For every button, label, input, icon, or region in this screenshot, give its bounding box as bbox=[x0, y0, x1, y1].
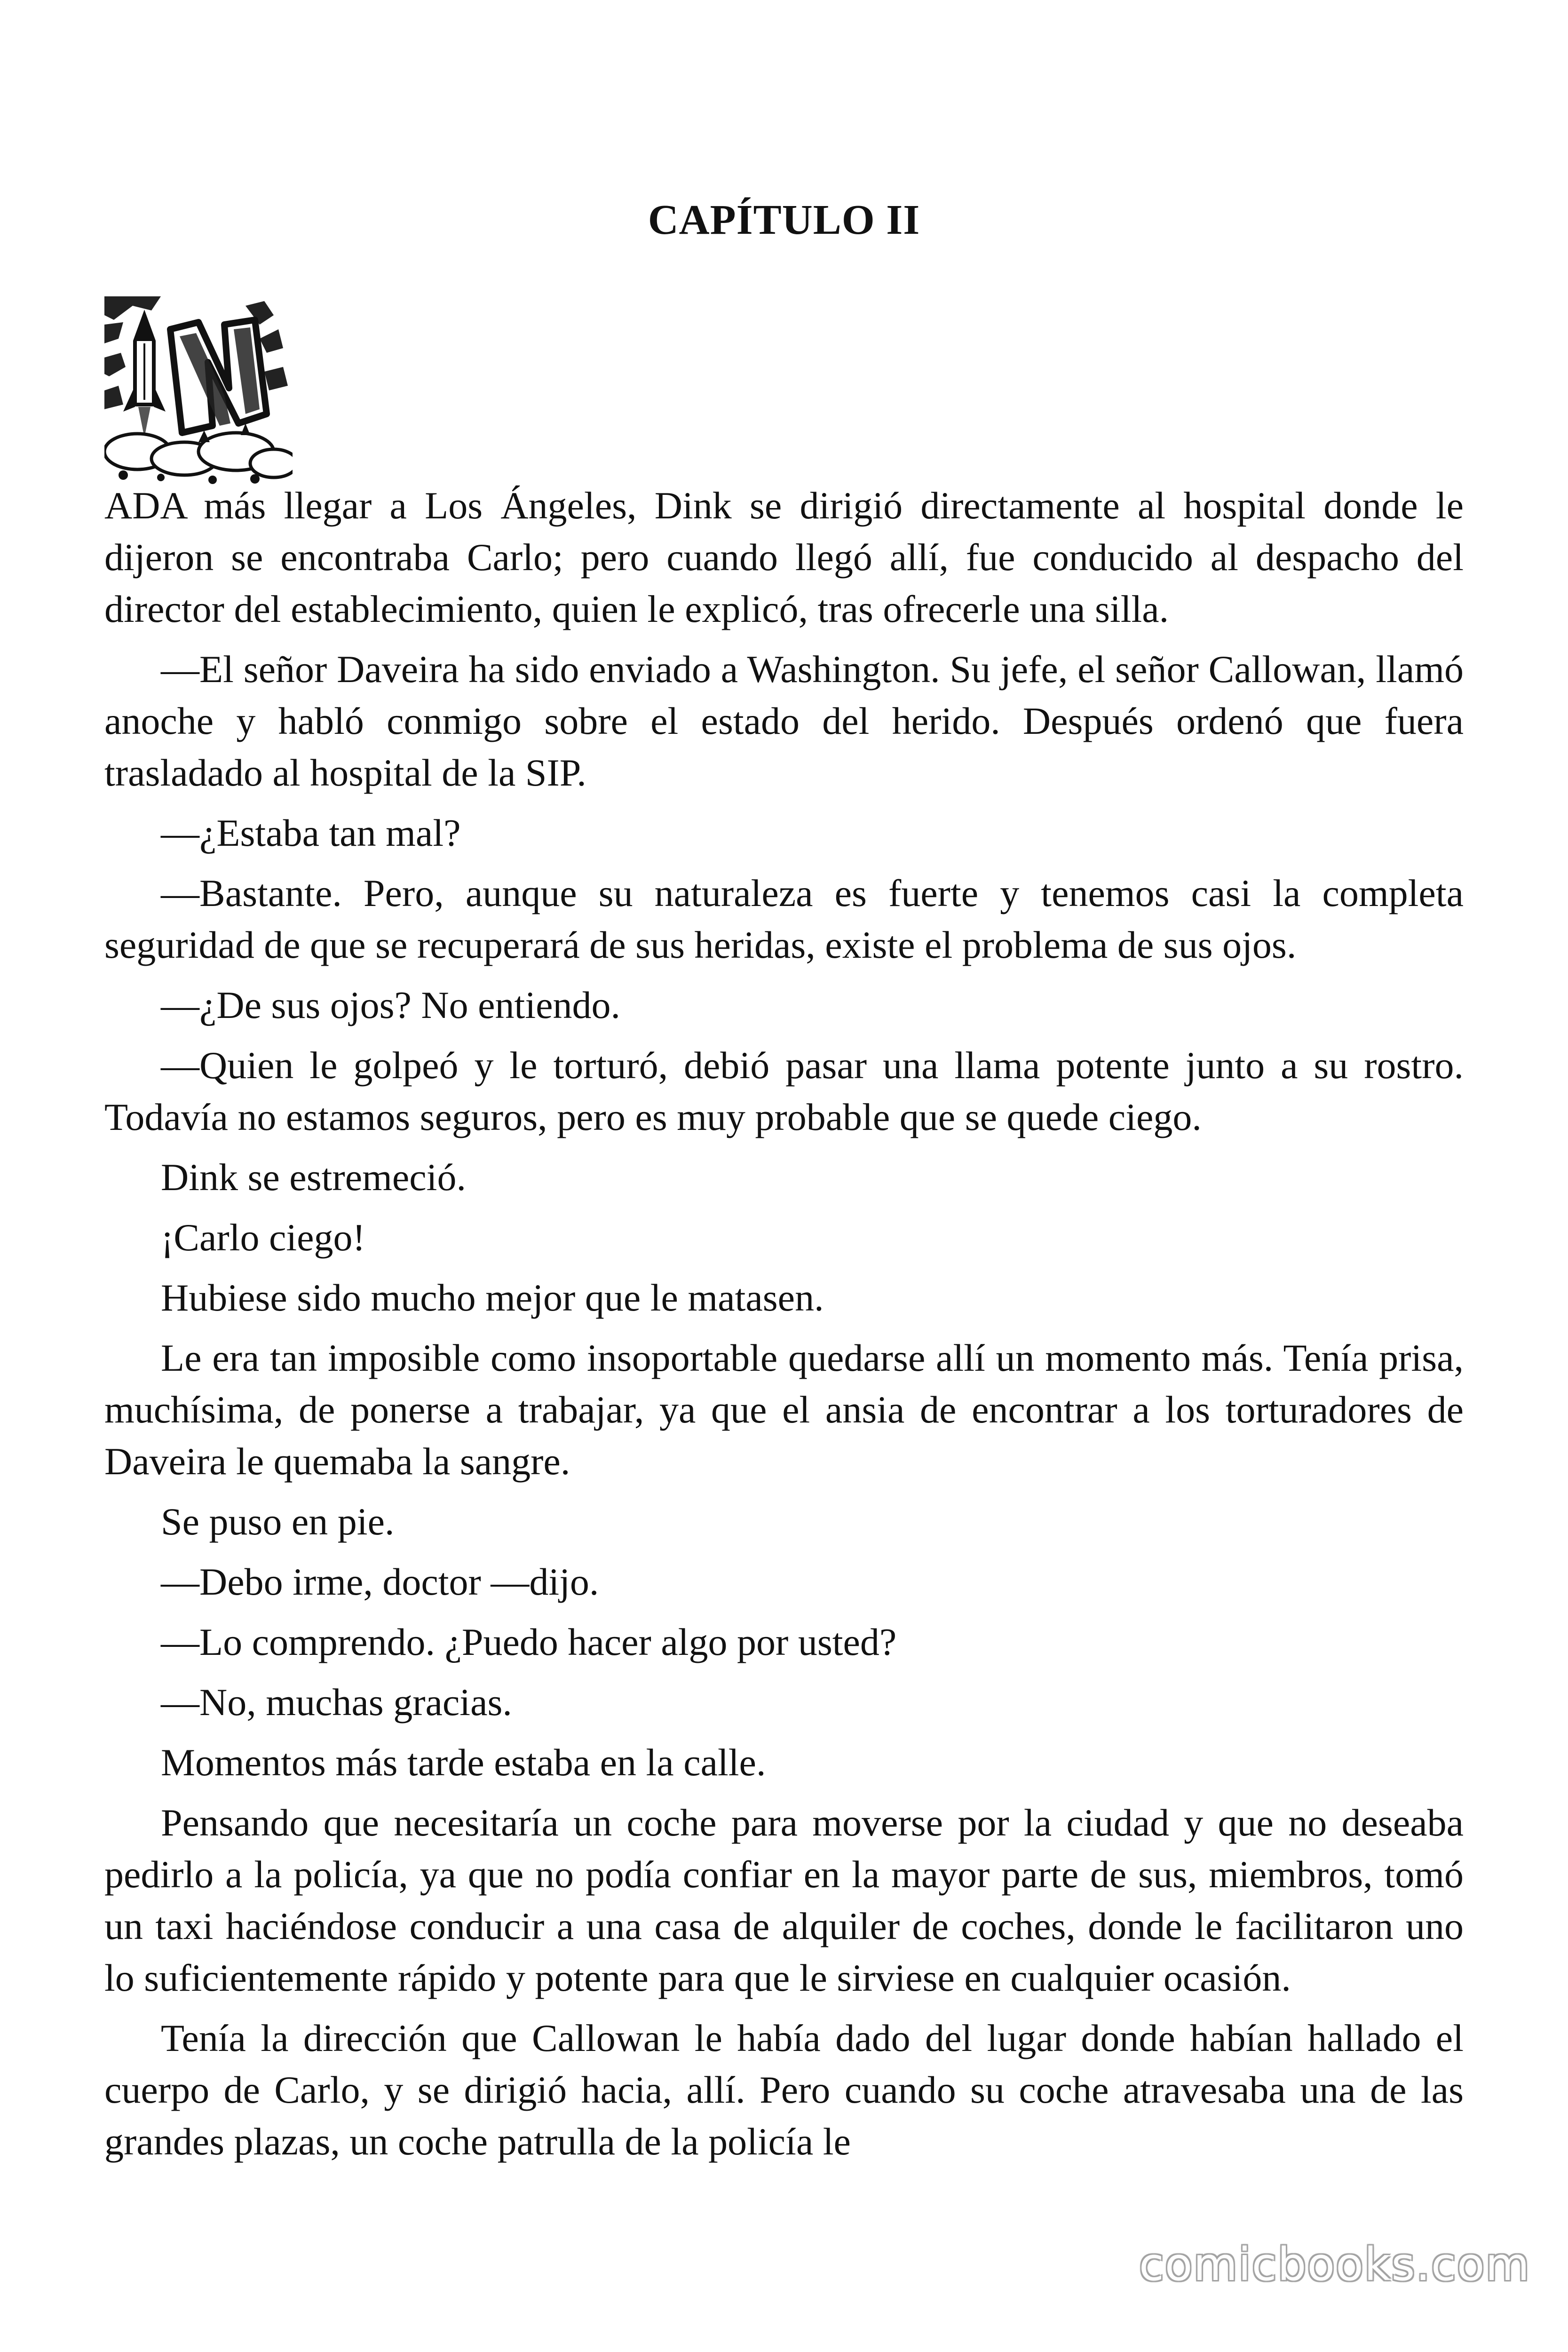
paragraph: ¡Carlo ciego! bbox=[161, 1216, 365, 1259]
chapter-title: CAPÍTULO II bbox=[648, 197, 920, 243]
paragraph: —¿De sus ojos? No entiendo. bbox=[161, 984, 620, 1026]
paragraph: Hubiese sido mucho mejor que le matasen. bbox=[161, 1276, 824, 1319]
paragraph: —Lo comprendo. ¿Puedo hacer algo por usted? bbox=[161, 1621, 897, 1663]
chapter-body bbox=[104, 480, 1464, 2176]
paragraph: —¿Estaba tan mal? bbox=[161, 811, 461, 854]
rocket-letter-n-icon bbox=[104, 296, 293, 485]
site-watermark: comicbooks.com bbox=[1139, 2238, 1530, 2291]
paragraph: Le era tan imposible como insoportable quedarse allí un momento más. Tenía prisa, muchísima, de ponerse a trabajar, ya que el ansia de encontrar a los torturadores de Daveira le quemaba la sangre. bbox=[104, 1336, 1464, 1483]
book-page bbox=[104, 0, 1464, 2352]
paragraph: Momentos más tarde estaba en la calle. bbox=[161, 1741, 766, 1784]
paragraph: —Quien le golpeó y le torturó, debió pasar una llama potente junto a su rostro. Todavía no estamos seguros, pero es muy probable que se quede ciego. bbox=[104, 1044, 1464, 1138]
paragraph: Se puso en pie. bbox=[161, 1500, 395, 1543]
paragraph: Tenía la dirección que Callowan le había dado del lugar donde habían hallado el cuerpo de Carlo, y se dirigió hacia, allí. Pero cuando su coche atravesaba una de las grandes plazas, un coche patrulla de la policía le bbox=[104, 2017, 1464, 2163]
paragraph: Pensando que necesitaría un coche para moverse por la ciudad y que no deseaba pedirlo a la policía, ya que no podía confiar en la mayor parte de sus, miembros, tomó un taxi haciéndose conducir a una casa de alquiler de coches, donde le facilitaron uno lo suficientemente rápido y potente para que le sirviese en cualquier ocasión. bbox=[104, 1801, 1464, 1999]
paragraph: —El señor Daveira ha sido enviado a Washington. Su jefe, el señor Callowan, llamó anoche y habló conmigo sobre el estado del herido. Después ordenó que fuera trasladado al hospital de la SIP. bbox=[104, 648, 1464, 794]
paragraph: —No, muchas gracias. bbox=[161, 1681, 512, 1724]
paragraph: —Bastante. Pero, aunque su naturaleza es fuerte y tenemos casi la completa seguridad de que se recuperará de sus heridas, existe el problema de sus ojos. bbox=[104, 872, 1464, 966]
paragraph: Dink se estremeció. bbox=[161, 1156, 466, 1199]
dropcap-illustration bbox=[104, 296, 293, 485]
paragraph: —Debo irme, doctor —dijo. bbox=[161, 1560, 599, 1603]
paragraph: ADA más llegar a Los Ángeles, Dink se dirigió directamente al hospital donde le dijeron se encontraba Carlo; pero cuando llegó allí, fue conducido al despacho del director del establecimiento, quien le explicó, tras ofrecerle una silla. bbox=[104, 484, 1464, 630]
